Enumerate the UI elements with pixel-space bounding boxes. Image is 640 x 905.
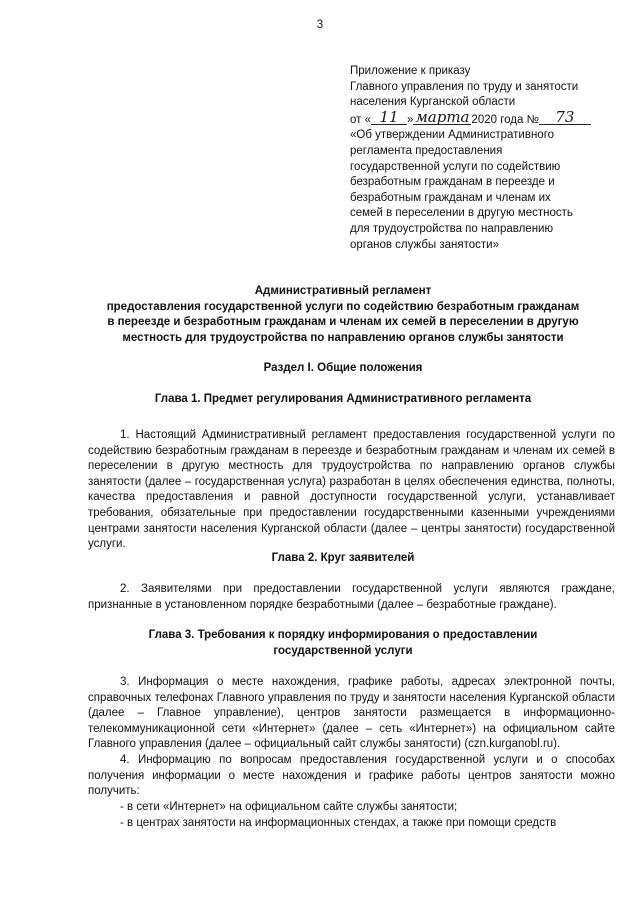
document-title (60, 284, 626, 346)
appendix-subject-line: семей в переселении в другую местность (350, 207, 573, 220)
title-line: в переезде и безработным гражданам и членам их семей в переселении в другую (107, 316, 579, 329)
paragraph-1: 1. Настоящий Административный регламент предоставления государственной услуги по содействию безработным гражданам в переезде и безработным гражданам и членам их семей в переселении в другую местность для трудоустройства по направлению органов службы занятости (далее – государственная услуга) разработан в целях обеспечения единства, полноты, качества предоставления и равной доступности государственной услуги, устанавливает требования, обязательные при предоставлении государственными казенными учреждениями центрами занятости населения Курганской области (далее – центры занятости) государственной услуги. (88, 429, 615, 551)
date-year-text: 2020 года № (471, 113, 539, 126)
chapter3-heading-line: Глава 3. Требования к порядку информирования о предоставлении (148, 629, 538, 641)
bullet-item: - в сети «Интернет» на официальном сайте службы занятости; (120, 801, 458, 813)
appendix-line: Главного управления по труду и занятости (350, 80, 579, 93)
appendix-subject-line: государственной услуги по содействию (350, 160, 561, 173)
title-line: предоставления государственной услуги по содействию безработным гражданам (106, 300, 580, 313)
appendix-line: Приложение к приказу (350, 65, 471, 77)
paragraph-3: 3. Информация о месте нахождения, графике работы, адресах электронной почты, справочных телефонах Главного управления по труду и занятости населения Курганской области (далее – Главное управление), центров занятости размещается в информационно-телекоммуникационной сети «Интернет» (далее – сеть «Интернет») на официальном сайте Главного управления (далее – официальный сайт службы занятости) (czn.kurganobl.ru). (88, 676, 615, 751)
appendix-subject-line: для трудоустройства по направлению (350, 222, 554, 235)
appendix-subject-line: органов службы занятости» (350, 238, 500, 251)
handwritten-month: марта (415, 107, 470, 126)
appendix-subject-line: регламента предоставления (350, 144, 503, 157)
chapter1-heading: Глава 1. Предмет регулирования Административного регламента (154, 393, 532, 405)
appendix-block (350, 64, 625, 253)
appendix-subject-line: «Об утверждении Административного (350, 129, 555, 142)
chapter2-heading: Глава 2. Круг заявителей (271, 552, 415, 564)
appendix-subject-line: безработным гражданам в переезде и (350, 176, 555, 189)
appendix-line: населения Курганской области (350, 96, 516, 109)
section-heading: Раздел I. Общие положения (263, 362, 423, 374)
paragraph-2: 2. Заявителями при предоставлении государственной услуги являются граждане, признанные в установленном порядке безработными (далее – безработные граждане). (88, 583, 615, 611)
title-line: Административный регламент (254, 285, 432, 297)
handwritten-day: 11 (371, 111, 407, 125)
appendix-date-line (350, 107, 625, 129)
handwritten-order-number: 73 (539, 111, 591, 125)
bullet-item: - в центрах занятости на информационных стендах, а также при помощи средств (120, 817, 557, 829)
title-line: местность для трудоустройства по направлению органов службы занятости (122, 331, 564, 344)
appendix-subject-line: безработным гражданам и членам их (350, 191, 551, 204)
paragraph-4: 4. Информацию по вопросам предоставления государственной услуги и о способах получения информации о месте нахождения и графике работы центров занятости можно получить: (88, 754, 615, 798)
date-mid: » (407, 113, 414, 126)
page-number: 3 (316, 19, 324, 31)
chapter3-heading (60, 628, 626, 659)
date-prefix: от « (350, 113, 372, 126)
chapter3-heading-line: государственной услуги (273, 644, 413, 657)
